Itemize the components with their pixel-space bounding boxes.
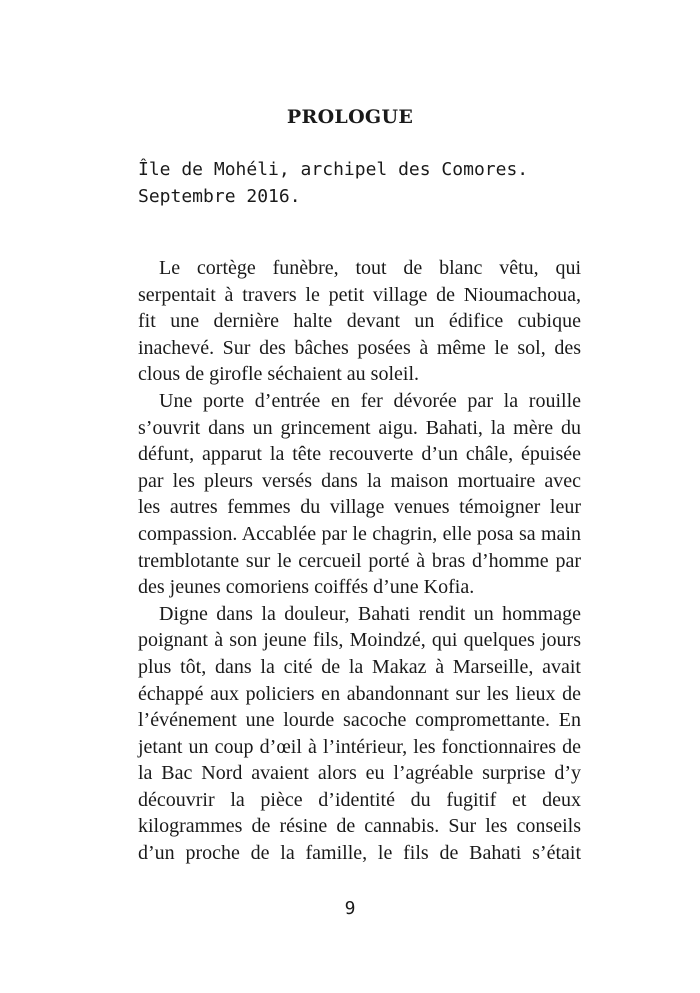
text-line: plus tôt, dans la cité de la Makaz à Marseille, avait	[138, 655, 581, 678]
text-line: des jeunes comoriens coiffés d’une Kofia.	[138, 576, 475, 599]
text-line: tremblotante sur le cercueil porté à bras d’homme par	[138, 549, 581, 572]
paragraph-2	[117, 388, 581, 601]
date-line: Septembre 2016.	[138, 186, 301, 207]
text-line: inachevé. Sur des bâches posées à même le sol, des	[138, 336, 581, 359]
page-number: 9	[344, 898, 356, 919]
text-line: serpentait à travers le petit village de Nioumachoua,	[138, 283, 581, 306]
text-line: compassion. Accablée par le chagrin, elle posa sa main	[138, 522, 581, 545]
text-line: d’un proche de la famille, le fils de Bahati s’était	[138, 842, 581, 865]
text-line: fit une dernière halte devant un édifice cubique	[138, 310, 581, 333]
text-line: découvrir la pièce d’identité du fugitif et deux	[138, 788, 581, 811]
paragraph-3	[117, 601, 581, 867]
text-line: défunt, apparut la tête recouverte d’un châle, épuisée	[138, 443, 581, 466]
text-line: la Bac Nord avaient alors eu l’agréable surprise d’y	[138, 762, 581, 785]
text-line: par les pleurs versés dans la maison mortuaire avec	[138, 469, 581, 492]
text-line: jetant un coup d’œil à l’intérieur, les fonctionnaires de	[138, 735, 581, 758]
text-line: Digne dans la douleur, Bahati rendit un hommage	[159, 602, 581, 625]
text-line: clous de girofle séchaient au soleil.	[138, 363, 420, 386]
location-dateline	[138, 156, 528, 210]
text-line: l’événement une lourde sacoche compromettante. En	[138, 709, 581, 732]
text-line: kilogrammes de résine de cannabis. Sur les conseils	[138, 815, 581, 838]
text-line: s’ouvrit dans un grincement aigu. Bahati, la mère du	[138, 416, 581, 439]
text-line: Une porte d’entrée en fer dévorée par la rouille	[159, 389, 581, 412]
text-line: échappé aux policiers en abandonnant sur les lieux de	[138, 682, 581, 705]
chapter-title: PROLOGUE	[286, 106, 414, 128]
text-line: poignant à son jeune fils, Moindzé, qui quelques jours	[138, 629, 581, 652]
text-line: Le cortège funèbre, tout de blanc vêtu, qui	[159, 257, 581, 279]
body-text	[117, 255, 581, 867]
paragraph-1	[117, 255, 581, 388]
text-line: les autres femmes du village venues témoigner leur	[138, 496, 581, 519]
location-line: Île de Mohéli, archipel des Comores.	[138, 159, 529, 180]
